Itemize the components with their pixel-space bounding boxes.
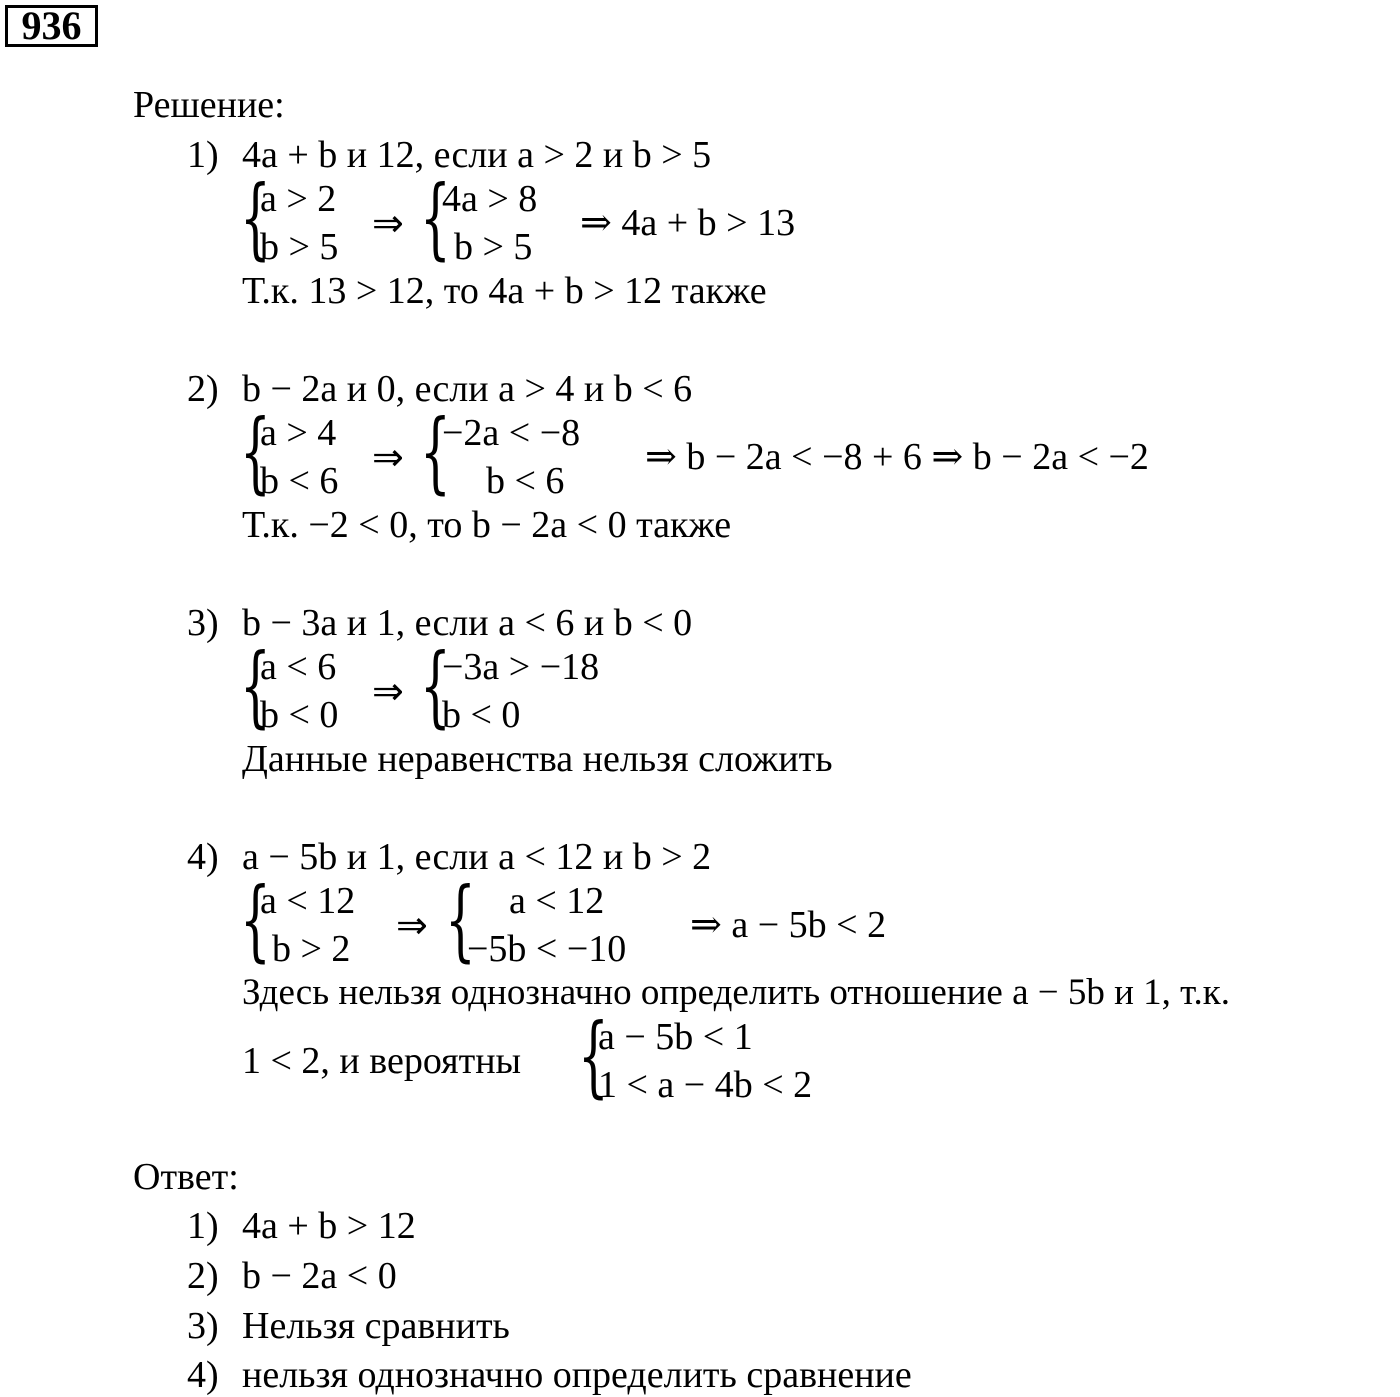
part-3-number: 3) bbox=[187, 602, 219, 644]
part-4-sys1-row-2: b > 2 bbox=[272, 928, 351, 970]
answer-4-text: нельзя однозначно определить сравнение bbox=[242, 1354, 912, 1396]
part-1-sys1-row-2: b > 5 bbox=[260, 226, 339, 268]
part-1-sys1-row-1: a > 2 bbox=[260, 178, 337, 220]
part-3-system-1 bbox=[240, 634, 380, 738]
part-4-tail: ⇒ a − 5b < 2 bbox=[690, 904, 887, 946]
part-4-sys2-row-1: a < 12 bbox=[509, 880, 605, 922]
answer-2-text: b − 2a < 0 bbox=[242, 1255, 397, 1297]
left-brace-icon: { bbox=[240, 634, 271, 737]
left-brace-icon: { bbox=[420, 166, 451, 269]
left-brace-icon: { bbox=[240, 868, 271, 971]
part-1-arrow-icon: ⇒ bbox=[372, 201, 404, 245]
part-3-sys2-row-2: b < 0 bbox=[442, 694, 521, 736]
part-2-sys2-row-1: −2a < −8 bbox=[442, 412, 581, 454]
part-1-sys2-row-1: 4a > 8 bbox=[442, 178, 538, 220]
left-brace-icon: { bbox=[240, 166, 271, 269]
part-4-system-2 bbox=[445, 868, 685, 972]
part-2-sys2-row-2: b < 6 bbox=[486, 460, 565, 502]
part-2-arrow-icon: ⇒ bbox=[372, 435, 404, 479]
part-4-extra-prefix: 1 < 2, и вероятны bbox=[242, 1040, 522, 1082]
part-3-sys2-row-1: −3a > −18 bbox=[442, 646, 600, 688]
part-4-arrow-icon: ⇒ bbox=[396, 903, 428, 947]
answer-2-number: 2) bbox=[187, 1255, 219, 1297]
part-1-system-2 bbox=[420, 166, 580, 270]
part-4-sys1-row-1: a < 12 bbox=[260, 880, 356, 922]
answer-item-3 bbox=[187, 1307, 510, 1345]
part-2-number: 2) bbox=[187, 368, 219, 410]
part-1-sys2-row-2: b > 5 bbox=[454, 226, 533, 268]
part-2-system-2 bbox=[420, 400, 640, 504]
part-3-sys1-row-1: a < 6 bbox=[260, 646, 337, 688]
left-brace-icon: { bbox=[240, 400, 271, 503]
part-2-sys1-row-2: b < 6 bbox=[260, 460, 339, 502]
part-3-statement-text: b − 3a и 1, если a < 6 и b < 0 bbox=[242, 602, 693, 644]
part-4-extra-system bbox=[578, 1004, 898, 1108]
part-1-tail: ⇒ 4a + b > 13 bbox=[580, 202, 796, 244]
solution-heading: Решение: bbox=[133, 84, 285, 126]
part-1-statement-text: 4a + b и 12, если a > 2 и b > 5 bbox=[242, 134, 712, 176]
part-2-conclusion: Т.к. −2 < 0, то b − 2a < 0 также bbox=[242, 504, 732, 546]
part-3-system-2 bbox=[420, 634, 660, 738]
part-3-conclusion: Данные неравенства нельзя сложить bbox=[242, 738, 833, 780]
answer-item-4 bbox=[187, 1356, 912, 1394]
answer-item-2 bbox=[187, 1257, 397, 1295]
part-2-tail: ⇒ b − 2a < −8 + 6 ⇒ b − 2a < −2 bbox=[645, 436, 1149, 478]
part-3-arrow-icon: ⇒ bbox=[372, 669, 404, 713]
part-4-number: 4) bbox=[187, 836, 219, 878]
left-brace-icon: { bbox=[578, 1004, 609, 1107]
part-4-statement-text: a − 5b и 1, если a < 12 и b > 2 bbox=[242, 836, 712, 878]
part-3-sys1-row-2: b < 0 bbox=[260, 694, 339, 736]
part-2-sys1-row-1: a > 4 bbox=[260, 412, 337, 454]
left-brace-icon: { bbox=[420, 400, 451, 503]
answer-1-number: 1) bbox=[187, 1205, 219, 1247]
part-4-system-1 bbox=[240, 868, 390, 972]
part-4-sys2-row-2: −5b < −10 bbox=[467, 928, 627, 970]
part-1-system-1 bbox=[240, 166, 380, 270]
answer-1-text: 4a + b > 12 bbox=[242, 1205, 416, 1247]
part-1-number: 1) bbox=[187, 134, 219, 176]
answer-3-number: 3) bbox=[187, 1305, 219, 1347]
part-4-extra-row-2: 1 < a − 4b < 2 bbox=[598, 1064, 813, 1106]
answer-4-number: 4) bbox=[187, 1354, 219, 1396]
answer-heading: Ответ: bbox=[133, 1156, 239, 1198]
answer-3-text: Нельзя сравнить bbox=[242, 1305, 510, 1347]
part-4-extra-row-1: a − 5b < 1 bbox=[598, 1016, 753, 1058]
left-brace-icon: { bbox=[445, 868, 476, 971]
part-2-statement-text: b − 2a и 0, если a > 4 и b < 6 bbox=[242, 368, 693, 410]
problem-number: 936 bbox=[5, 5, 98, 47]
part-2-system-1 bbox=[240, 400, 380, 504]
answer-item-1 bbox=[187, 1207, 416, 1245]
part-1-conclusion: Т.к. 13 > 12, то 4a + b > 12 также bbox=[242, 270, 767, 312]
left-brace-icon: { bbox=[420, 634, 451, 737]
part-4-conclusion: Здесь нельзя однозначно определить отношение a − 5b и 1, т.к. bbox=[242, 972, 1231, 1013]
